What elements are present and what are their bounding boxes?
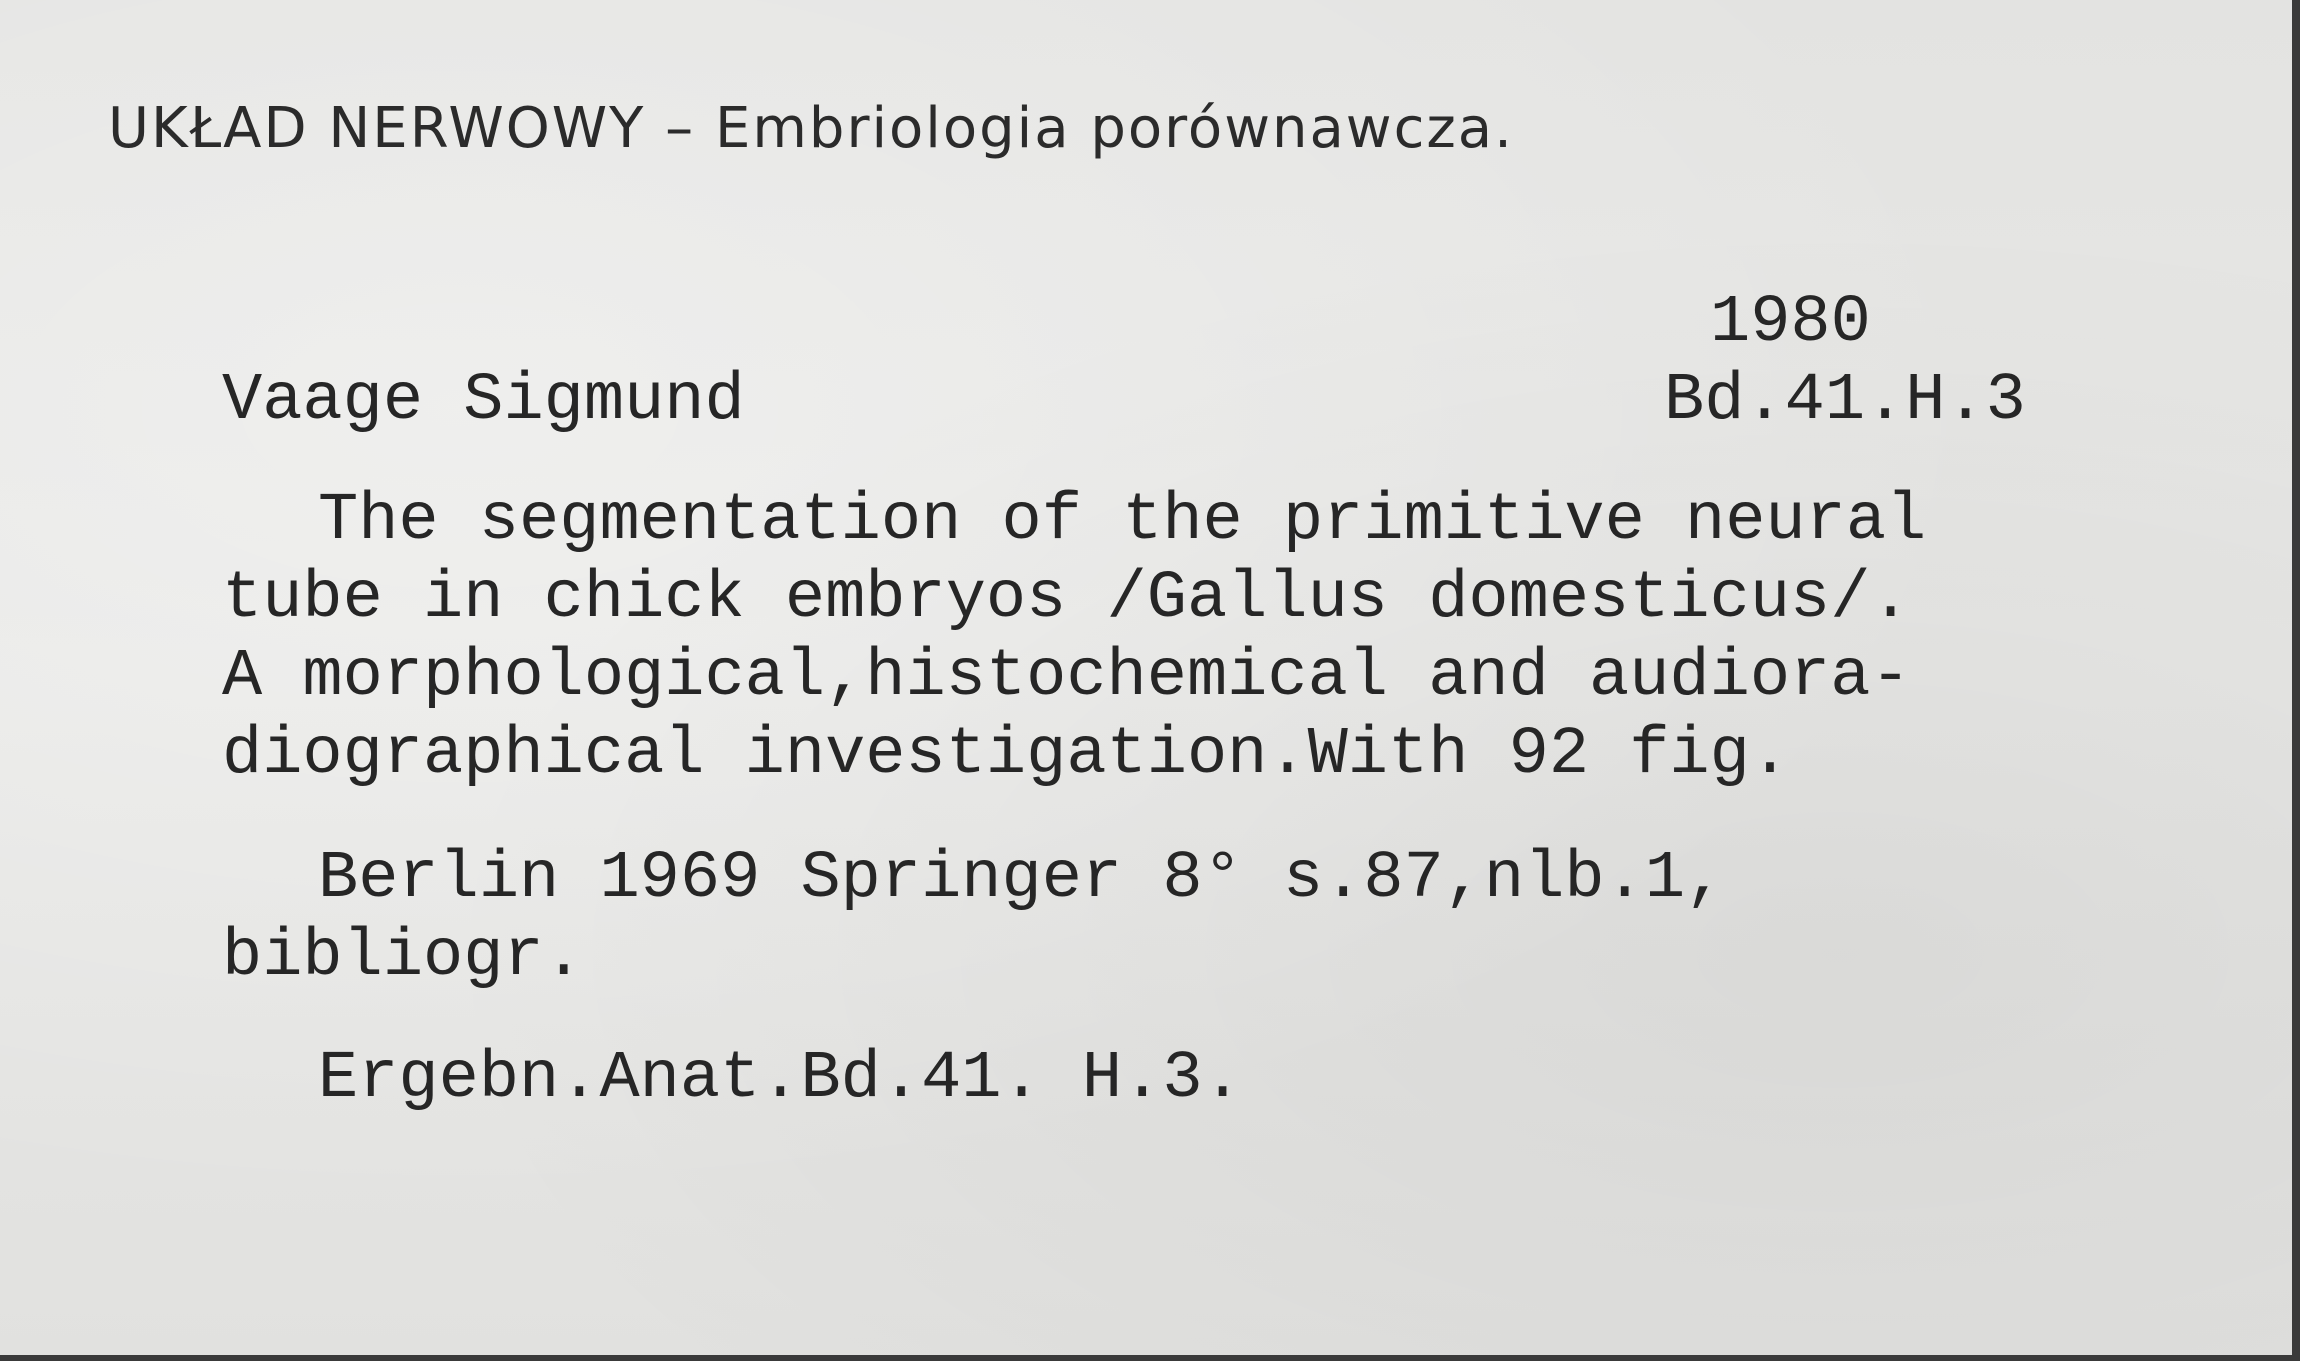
imprint-line-2: bibliogr. [222, 919, 584, 995]
card-edge-right [2292, 0, 2300, 1361]
card-edge-bottom [0, 1355, 2300, 1361]
volume-number: Bd.41.H.3 [1664, 363, 2026, 439]
title-line-4: diographical investigation.With 92 fig. [222, 717, 1791, 793]
title-line-3: A morphological,histochemical and audiora- [222, 639, 1911, 715]
title-line-1: The segmentation of the primitive neural [318, 483, 1927, 559]
imprint-line-1: Berlin 1969 Springer 8° s.87,nlb.1, [318, 841, 1726, 917]
title-line-2: tube in chick embryos /Gallus domesticus/. [222, 561, 1911, 637]
series-note: Ergebn.Anat.Bd.41. H.3. [318, 1041, 1243, 1117]
author-name: Vaage Sigmund [222, 363, 745, 439]
subject-heading: UKŁAD NERWOWY – Embriologia porównawcza. [108, 96, 1514, 161]
publication-year: 1980 [1710, 285, 1871, 361]
